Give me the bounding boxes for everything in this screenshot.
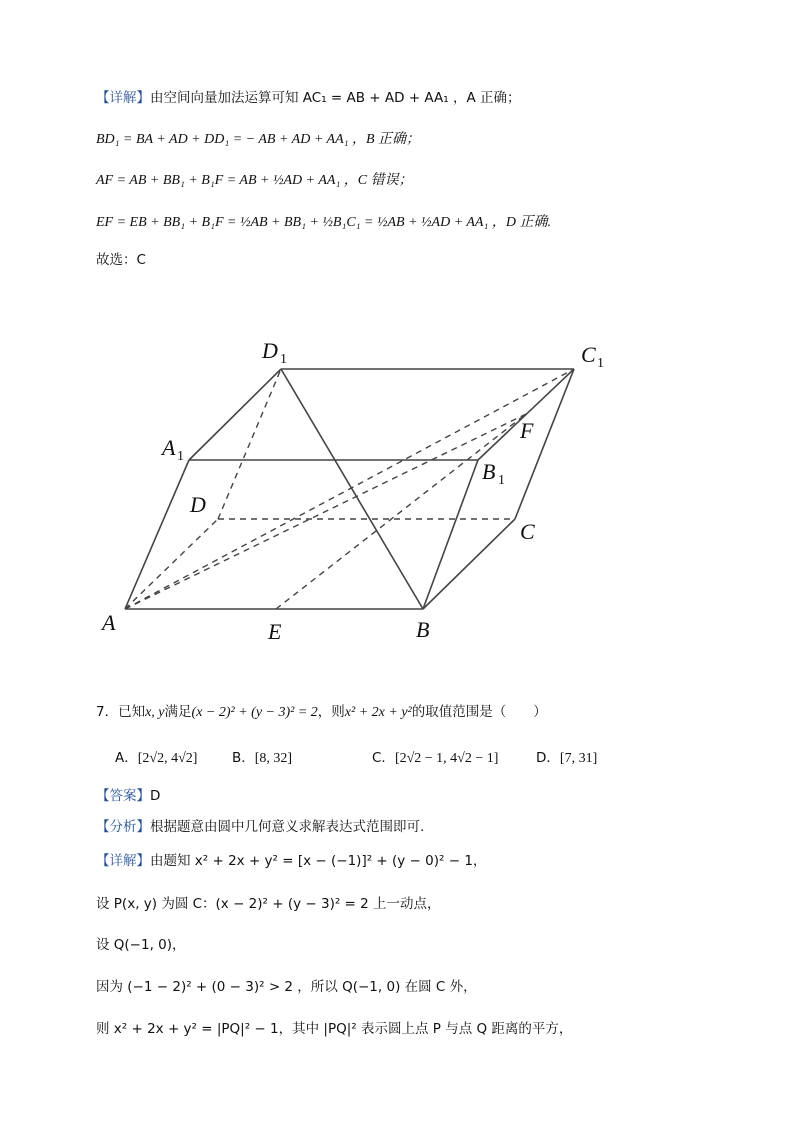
label-D1-sub: 1 <box>280 352 287 367</box>
detail-answer: 故选：C <box>96 252 146 268</box>
solution-line-3: 设 Q(−1, 0)， <box>96 937 186 953</box>
option-a-value: [2√2, 4√2] <box>137 751 198 766</box>
label-A: A <box>102 610 116 635</box>
detail-line-4: EF = EB + BB₁ + B₁F = ½AB + BB₁ + ½B₁C₁ = ½AB + ½AD + AA₁ ，D 正确. <box>96 215 551 230</box>
analysis-text: 根据题意由圆中几何意义求解表达式范围即可. <box>150 819 425 835</box>
label-A1: A <box>162 435 176 460</box>
option-a-label: A． <box>115 750 138 766</box>
q7-eq: (x − 2)² + (y − 3)² = 2 <box>191 705 318 720</box>
edge-D-D1 <box>218 369 281 519</box>
label-C1: C <box>581 342 596 367</box>
detail-text-1: 由空间向量加法运算可知 AC₁ = AB + AD + AA₁ ，A 正确； <box>150 90 521 106</box>
option-b <box>232 746 292 767</box>
edge-B-B1 <box>423 460 478 609</box>
label-C: C <box>520 519 535 544</box>
analysis-tag: 【分析】 <box>96 819 150 835</box>
option-d-value: [7, 31] <box>559 751 598 766</box>
edge-C-C1 <box>515 369 574 519</box>
question-7-stem <box>96 703 547 722</box>
answer-tag: 【答案】 <box>96 788 150 804</box>
option-c <box>372 746 498 767</box>
detail-line-2: BD₁ = BA + AD + DD₁ = − AB + AD + AA₁ ，B 正确； <box>96 132 421 147</box>
label-A1-sub: 1 <box>177 449 184 464</box>
diag-A-C1 <box>125 369 574 609</box>
edge-A-D <box>125 519 218 609</box>
option-c-label: C． <box>372 750 395 766</box>
option-c-value: [2√2 − 1, 4√2 − 1] <box>394 751 499 766</box>
diag-E-F <box>276 414 526 609</box>
edge-B-C <box>423 519 515 609</box>
q7-vars: x, y <box>145 705 165 720</box>
label-D1: D <box>262 338 278 363</box>
detail-tag: 【详解】 <box>96 90 150 106</box>
detail-line-3: AF = AB + BB₁ + B₁F = AB + ½AD + AA₁ ，C 错误； <box>96 173 413 188</box>
label-D: D <box>190 492 206 517</box>
solution-line-4: 因为 (−1 − 2)² + (0 − 3)² > 2 ，所以 Q(−1, 0) 在圆 C 外， <box>96 979 477 995</box>
label-F: F <box>520 418 534 443</box>
option-b-value: [8, 32] <box>254 751 293 766</box>
q7-mid: 满足 <box>164 704 192 720</box>
edge-A-A1 <box>125 460 189 609</box>
label-E: E <box>268 619 282 644</box>
solution-line-2: 设 P(x, y) 为圆 C：(x − 2)² + (y − 3)² = 2 上一动点， <box>96 896 441 912</box>
q7-comma: ，则 <box>317 704 345 720</box>
edge-D1-B <box>281 369 423 609</box>
option-d <box>536 746 597 767</box>
solution-line-5: 则 x² + 2x + y² = |PQ|² − 1，其中 |PQ|² 表示圆上点 P 与点 Q 距离的平方， <box>96 1021 573 1037</box>
edge-A1-D1 <box>189 369 281 460</box>
solution-tag: 【详解】 <box>96 853 150 869</box>
q7-prefix: 7．已知 <box>96 704 146 720</box>
solution-text-1: 由题知 x² + 2x + y² = [x − (−1)]² + (y − 0)² − 1， <box>150 853 487 869</box>
label-B1-sub: 1 <box>498 473 505 488</box>
label-C1-sub: 1 <box>597 356 604 371</box>
answer-line <box>96 787 160 805</box>
label-B1: B <box>482 459 496 484</box>
solution-line-1 <box>96 852 486 870</box>
option-a <box>115 746 197 767</box>
label-B: B <box>416 617 430 642</box>
answer-value: D <box>150 788 161 804</box>
q7-expr: x² + 2x + y² <box>344 705 412 720</box>
analysis-line <box>96 818 424 836</box>
q7-suffix: 的取值范围是（ ） <box>411 704 547 720</box>
option-d-label: D． <box>536 750 560 766</box>
option-b-label: B． <box>232 750 255 766</box>
